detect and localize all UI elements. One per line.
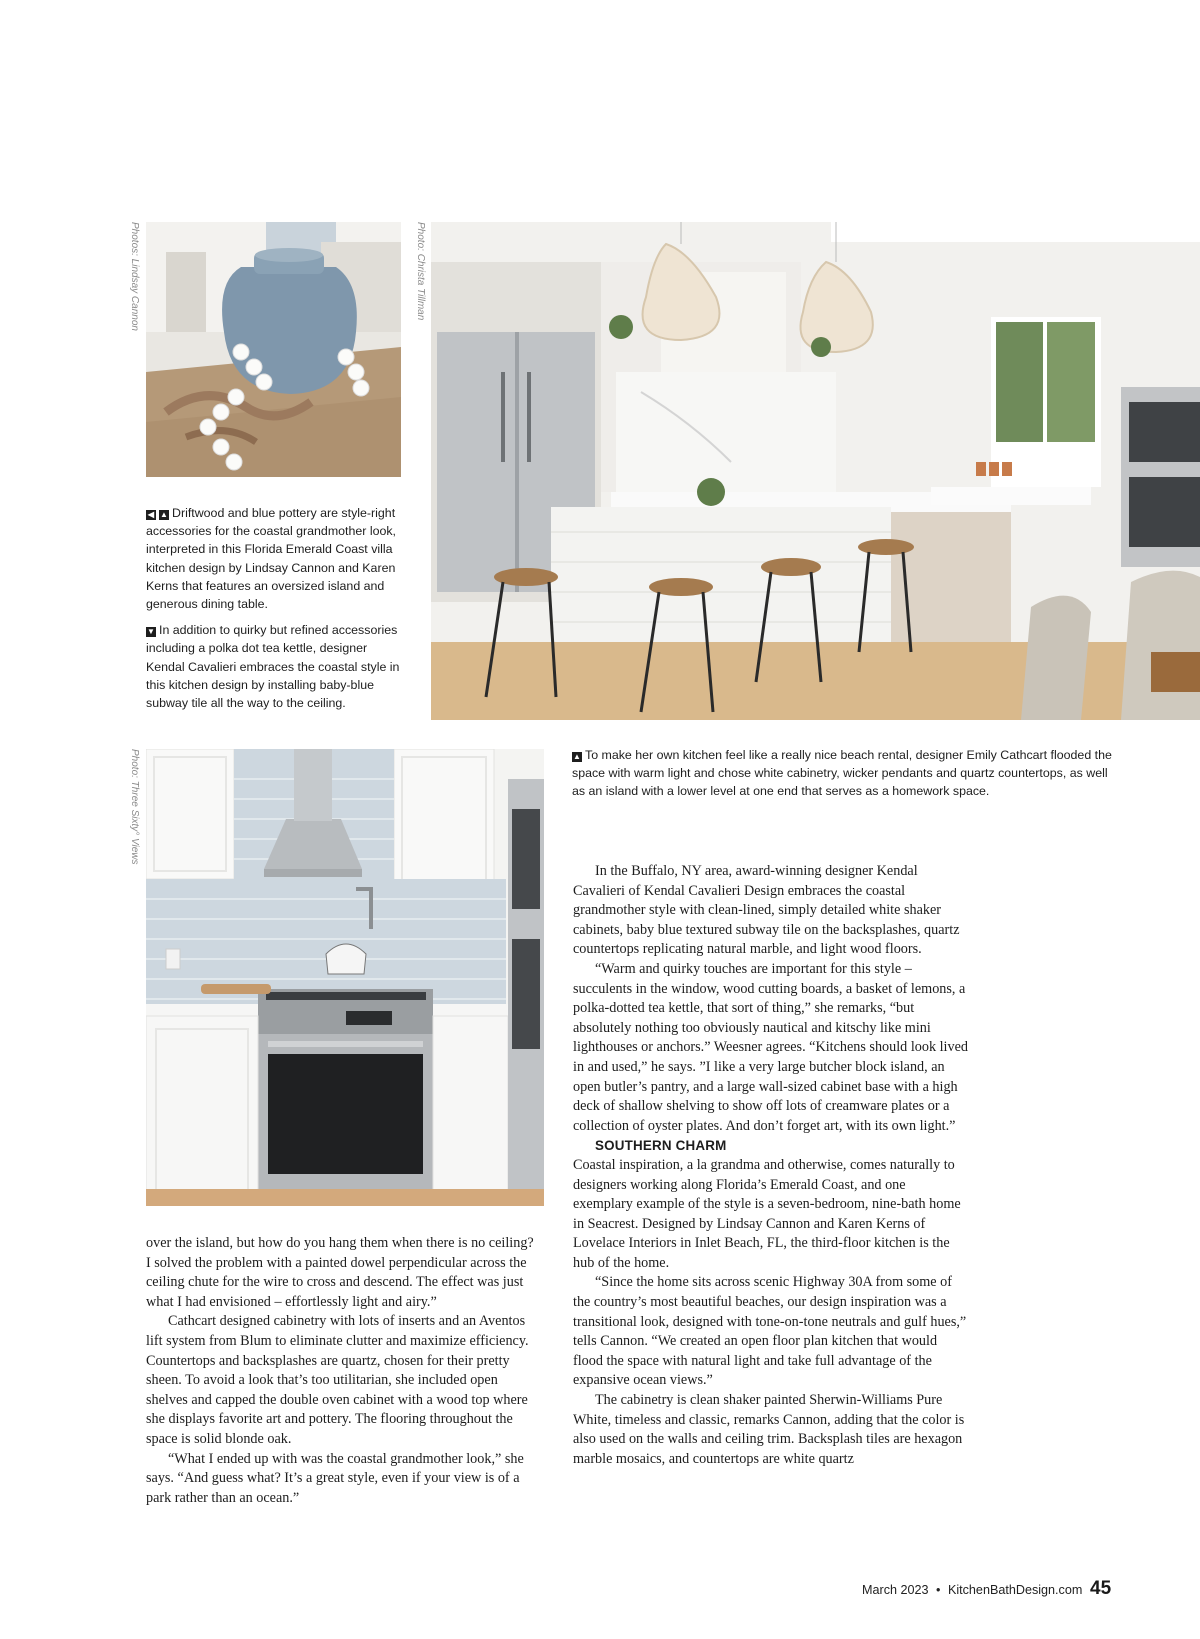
caption-left-2: [146, 621, 408, 712]
caption-right-paragraph: [572, 746, 1117, 801]
footer-issue-date: March 2023: [862, 1583, 929, 1597]
article-paragraph: “Warm and quirky touches are important for this style – succulents in the window, wood cutting boards, a basket of lemons, a polka-dotted tea kettle, that sort of thing,” she remarks, “but absolutely nothing too obviously nautical and kitschy like mini lighthouses or anchors.” Weesner agrees. “Kitchens should look lived in and used,” he says. ”I like a very large butcher block island, an open butler’s pantry, and a large wall-sized cabinet base with a high deck of shallow shelving to show off lots of creamware plates or a collection of oyster plates. And don’t forget art, with its own light.”: [573, 960, 968, 1134]
photo-credit-bottom-left: Photo: Three Sixty° Views: [129, 749, 140, 865]
page-number: 45: [1090, 1578, 1112, 1599]
caption-left-2-text: In addition to quirky but refined accessories including a polka dot tea kettle, designer Kendal Cavalieri embraces the coastal style in this kitchen design by installing baby-blue subway tile all the way to the ceiling.: [146, 623, 400, 711]
arrow-up-icon: ▲: [160, 510, 168, 519]
article-paragraph: The cabinetry is clean shaker painted Sherwin-Williams Pure White, timeless and classic, remarks Cannon, adding that the color is also used on the walls and ceiling trim. Backsplash tiles are hexagon marble mosaics, and countertops are white quartz: [573, 1392, 965, 1467]
caption-right-text: To make her own kitchen feel like a really nice beach rental, designer Emily Cathcart flooded the space with warm light and chose white cabinetry, wicker pendants and quartz countertops, as well as an island with a lower level at one end that serves as a homework space.: [572, 748, 1112, 799]
article-column-left: [146, 1234, 541, 1508]
photo-kitchen-subway-tile: [146, 749, 544, 1206]
caption-right: [572, 746, 1117, 809]
arrow-up-icon: ▲: [573, 752, 581, 761]
section-heading: SOUTHERN CHARM: [595, 1138, 727, 1154]
arrow-left-icon: ◀: [147, 510, 155, 519]
caption-left-1: [146, 504, 408, 613]
article-paragraph: “What I ended up with was the coastal grandmother look,” she says. “And guess what? It’s a great style, even if your view is of a park rather than an ocean.”: [146, 1450, 524, 1506]
footer-website: KitchenBathDesign.com: [947, 1583, 1083, 1597]
photo-vase-driftwood: [146, 222, 401, 477]
caption-left: [146, 504, 408, 720]
photo-kitchen-island-pendants: [431, 222, 1200, 720]
page-footer: [862, 1583, 1122, 1607]
article-column-right: [573, 862, 968, 1469]
caption-left-1-text: Driftwood and blue pottery are style-right accessories for the coastal grandmother look, interpreted in this Florida Emerald Coast villa kitchen design by Lindsay Cannon and Karen Kerns that features an oversized island and generous dining table.: [146, 506, 397, 612]
photo-credit-top-left: Photos: Lindsay Cannon: [129, 222, 140, 331]
article-paragraph: Cathcart designed cabinetry with lots of inserts and an Aventos lift system from Blum to eliminate clutter and maximize efficiency. Countertops and backsplashes are quartz, chosen for their pretty sheen. To avoid a look that’s too utilitarian, she included open shelves and capped the double oven cabinet with a wood top where she displays favorite art and pottery. The flooring throughout the space is solid blonde oak.: [146, 1313, 529, 1447]
article-paragraph: In the Buffalo, NY area, award-winning designer Kendal Cavalieri of Kendal Cavalieri Design embraces the coastal grandmother style with clean-lined, simply detailed white shaker cabinets, baby blue textured subway tile on the backsplashes, quartz countertops replicating natural marble, and light wood floors.: [573, 863, 960, 958]
article-paragraph: “Since the home sits across scenic Highway 30A from some of the country’s most beautiful beaches, our design inspiration was a transitional look, designed with tone-on-tone neutrals and gulf hues,” tells Cannon. “We created an open floor plan kitchen that would flood the space with natural light and take full advantage of the expansive ocean views.”: [573, 1274, 967, 1389]
article-paragraph: Coastal inspiration, a la grandma and otherwise, comes naturally to designers working along Florida’s Emerald Coast, and one exemplary example of the style is a seven-bedroom, nine-bath home in Seacrest. Designed by Lindsay Cannon and Karen Kerns of Lovelace Interiors in Inlet Beach, FL, the third-floor kitchen is the hub of the home.: [573, 1156, 961, 1271]
arrow-down-icon: ▼: [147, 627, 155, 637]
article-paragraph: over the island, but how do you hang them when there is no ceiling? I solved the problem with a painted dowel perpendicular across the ceiling chute for the wire to cross and descend. The effect was just what I had envisioned – effortlessly light and airy.”: [146, 1235, 534, 1310]
footer-bullet: •: [936, 1583, 941, 1597]
photo-credit-top-right: Photo: Christa Tillman: [415, 222, 426, 321]
